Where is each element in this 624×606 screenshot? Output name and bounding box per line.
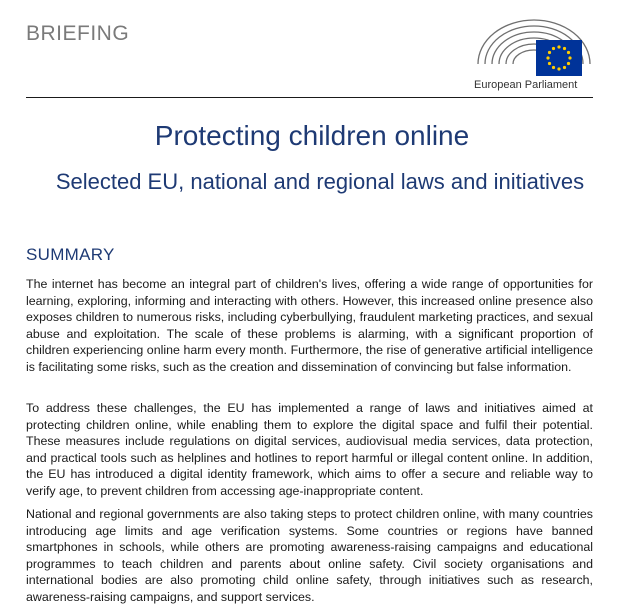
logo-label: European Parliament	[474, 79, 578, 91]
summary-paragraph-3: National and regional governments are also taking steps to protect children online, with many countries introducing age limits and age verification systems. Some countries or regions have banned smartphones in schools, while others are promoting awareness-raising campaigns and educational programmes to teach children and parents about online safety. Civil society organisations and international bodies are also promoting child online safety, through initiatives such as research, awareness-raising campaigns, and support services.	[26, 507, 593, 604]
summary-paragraph-1: The internet has become an integral part of children's lives, offering a wide range of opportunities for learning, exploring, informing and interacting with others. However, this increased online presence also exposes children to numerous risks, including cyberbullying, fraudulent marketing practices, and sexual abuse and exploitation. The scale of these problems is alarming, with a significant proportion of children experiencing online harm every month. Furthermore, the rise of generative artificial intelligence is facilitating some risks, such as the creation and dissemination of convincing but false information.	[26, 277, 593, 374]
briefing-label: BRIEFING	[26, 22, 130, 45]
page-title: Protecting children online	[154, 120, 470, 151]
page-subtitle: Selected EU, national and regional laws and initiatives	[55, 169, 585, 194]
summary-heading: SUMMARY	[26, 245, 115, 264]
header-divider	[26, 97, 593, 98]
summary-paragraph-2: To address these challenges, the EU has implemented a range of laws and initiatives aimed at protecting children online, while enabling them to explore the digital space and fulfil their potential. These measures include regulations on digital services, audiovisual media services, data protection, and practical tools such as helplines and hotlines to report harmful or illegal content online. In addition, the EU has introduced a digital identity framework, which aims to offer a secure and reliable way to verify age, to prevent children from accessing age-inappropriate content.	[26, 401, 593, 498]
